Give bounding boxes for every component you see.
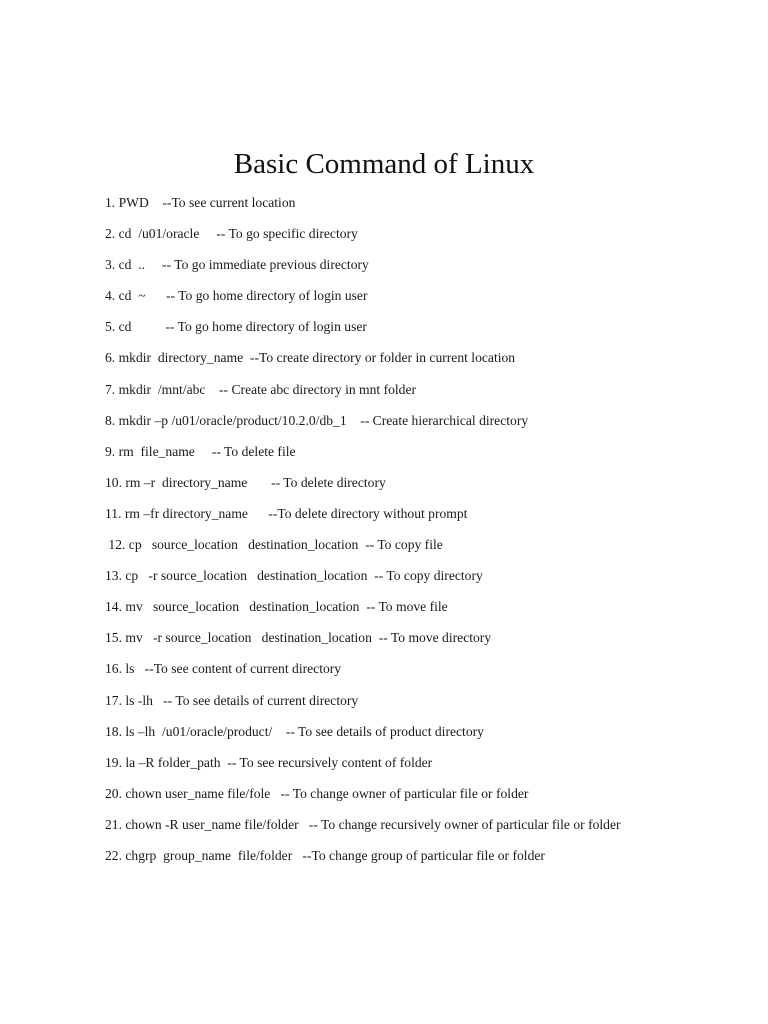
command-line-17: 17. ls -lh -- To see details of current directory xyxy=(105,692,359,708)
command-line-9: 9. rm file_name -- To delete file xyxy=(105,443,296,459)
command-line-3: 3. cd .. -- To go immediate previous directory xyxy=(105,257,369,273)
command-line-22: 22. chgrp group_name file/folder --To change group of particular file or folder xyxy=(105,847,545,863)
command-line-21: 21. chown -R user_name file/folder -- To change recursively owner of particular file or folder xyxy=(105,816,621,832)
command-line-13: 13. cp -r source_location destination_location -- To copy directory xyxy=(105,568,483,584)
command-list xyxy=(105,189,745,873)
command-line-16: 16. ls --To see content of current directory xyxy=(105,661,342,677)
command-line-8: 8. mkdir –p /u01/oracle/product/10.2.0/db_1 -- Create hierarchical directory xyxy=(105,412,529,428)
command-line-18: 18. ls –lh /u01/oracle/product/ -- To see details of product directory xyxy=(105,723,484,739)
command-line-11: 11. rm –fr directory_name --To delete directory without prompt xyxy=(105,505,468,521)
command-line-14: 14. mv source_location destination_location -- To move file xyxy=(105,599,448,615)
command-line-19: 19. la –R folder_path -- To see recursively content of folder xyxy=(105,754,433,770)
command-line-2: 2. cd /u01/oracle -- To go specific directory xyxy=(105,226,358,242)
command-line-15: 15. mv -r source_location destination_location -- To move directory xyxy=(105,630,492,646)
command-line-1: 1. PWD --To see current location xyxy=(105,195,296,210)
command-line-4: 4. cd ~ -- To go home directory of login user xyxy=(105,288,368,304)
command-line-12: 12. cp source_location destination_location -- To copy file xyxy=(105,537,443,553)
command-line-10: 10. rm –r directory_name -- To delete directory xyxy=(105,474,386,490)
command-line-5: 5. cd -- To go home directory of login user xyxy=(105,319,367,335)
page-title: Basic Command of Linux xyxy=(233,148,535,180)
command-line-7: 7. mkdir /mnt/abc -- Create abc directory in mnt folder xyxy=(105,381,417,397)
command-line-6: 6. mkdir directory_name --To create directory or folder in current location xyxy=(105,350,516,366)
command-line-20: 20. chown user_name file/fole -- To change owner of particular file or folder xyxy=(105,785,529,801)
